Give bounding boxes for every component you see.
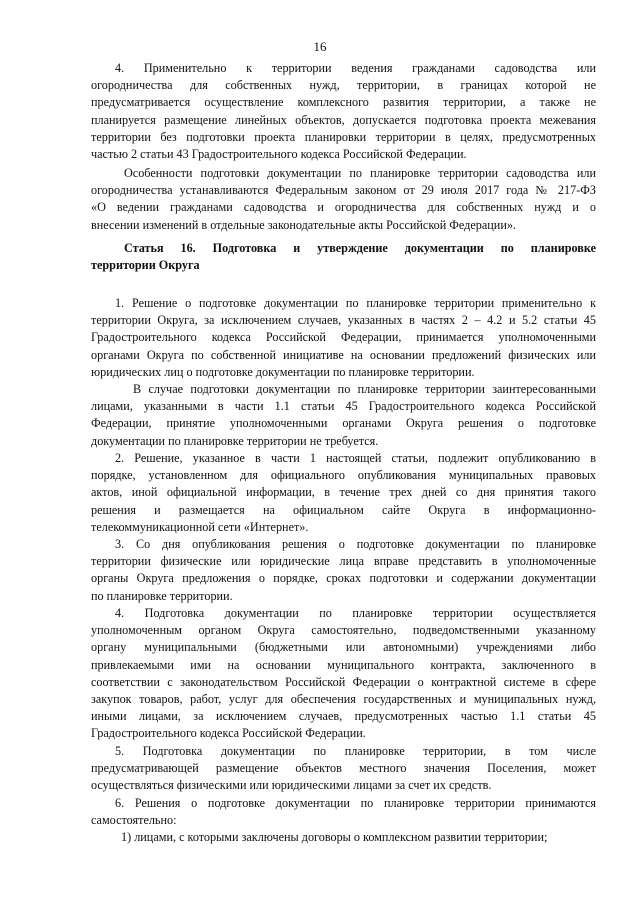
- text-line: 3. Со дня опубликования решения о подготовке документации по планировке: [115, 537, 596, 551]
- text-line: территории Округа, за исключением случаев, указанных в частях 2 – 4.2 и 5.2 статьи 45: [91, 313, 596, 328]
- text-line: внесении изменений в отдельные законодательные акты Российской Федерации».: [91, 217, 516, 232]
- text-line: документации по планировке территории не требуется.: [91, 433, 379, 448]
- text-line: лицами, указанными в части 1.1 статьи 45 Градостроительного кодекса Российской: [91, 399, 596, 414]
- text-line: привлекаемыми ими на основании муниципального контракта, заключенного в: [91, 657, 596, 672]
- text-line: уполномоченным органом Округа самостоятельно, подведомственными указанному: [91, 623, 596, 638]
- text-line: В случае подготовки документации по планировке территории заинтересованными: [133, 382, 596, 396]
- text-line: Особенности подготовки документации по планировке территории садоводства или: [124, 166, 596, 180]
- text-line: 4. Подготовка документации по планировке территории осуществляется: [115, 606, 596, 620]
- paragraph: [91, 795, 596, 847]
- text-line: органы Округа предложения о порядке, сроках подготовки и содержании документации: [91, 571, 596, 586]
- text-line: предусматривающей размещение объектов местного значения Поселения, может: [91, 761, 596, 776]
- text-line: территории физические или юридические лица вправе представить в уполномоченные: [91, 554, 596, 569]
- text-line: предусматривается осуществление комплексного развития территории, а также не: [91, 95, 596, 110]
- text-line: органу муниципальными (бюджетными или автономными) учреждениями либо: [91, 640, 596, 655]
- text-line: решения и размещается на официальном сайте Округа в информационно-: [91, 502, 596, 517]
- paragraph: [91, 743, 596, 795]
- paragraph: [91, 295, 596, 381]
- text-line: территории Округа: [91, 258, 200, 273]
- text-line: самостоятельно:: [91, 813, 177, 828]
- text-line: осуществляться физическими или юридическими лицами за счет их средств.: [91, 778, 492, 793]
- text-line: по планировке территории.: [91, 588, 233, 603]
- text-line: актов, иной официальной информации, в течение трех дней со дня принятия такого: [91, 485, 596, 500]
- text-line: 1) лицами, с которыми заключены договоры о комплексном развитии территории;: [121, 830, 548, 845]
- text-line: «О ведении гражданами садоводства и огородничества для собственных нужд и о: [91, 200, 596, 215]
- text-line: порядке, установленном для официального опубликования муниципальных правовых: [91, 468, 596, 483]
- text-line: юридических лиц о подготовке документации по планировке территории.: [91, 364, 475, 379]
- text-line: 5. Подготовка документации по планировке территории, в том числе: [115, 744, 596, 758]
- paragraph: [91, 165, 596, 234]
- text-line: Градостроительного кодекса Российской Федерации, принимается уполномоченными: [91, 330, 596, 345]
- text-line: 6. Решения о подготовке документации по планировке территории принимаются: [115, 796, 596, 810]
- text-line: телекоммуникационной сети «Интернет».: [91, 519, 309, 534]
- paragraph: [91, 605, 596, 743]
- text-line: Статья 16. Подготовка и утверждение документации по планировке: [124, 241, 596, 255]
- text-line: огородничества для собственных нужд, территории, в границах которой не: [91, 78, 596, 93]
- text-line: огородничества устанавливаются Федеральным законом от 29 июля 2017 года № 217-ФЗ: [91, 183, 596, 198]
- text-line: органами Округа по собственной инициативе на основании предложений физических или: [91, 347, 596, 362]
- text-line: 4. Применительно к территории ведения гражданами садоводства или: [115, 61, 596, 75]
- text-line: территории без подготовки проекта планировки территории в целях, предусмотренных: [91, 129, 596, 144]
- text-line: частью 2 статьи 43 Градостроительного кодекса Российской Федерации.: [91, 146, 467, 161]
- page-number: 16: [313, 39, 327, 54]
- paragraph: [91, 536, 596, 605]
- text-line: Градостроительного кодекса Российской Федерации.: [91, 726, 366, 741]
- text-line: соответствии с законодательством Российской Федерации о контрактной системе в сфере: [91, 674, 596, 689]
- text-line: 2. Решение, указанное в части 1 настоящей статьи, подлежит опубликованию в: [115, 451, 596, 465]
- text-line: закупок товаров, работ, услуг для обеспечения государственных и муниципальных нужд,: [91, 691, 596, 706]
- text-line: 1. Решение о подготовке документации по планировке территории применительно к: [115, 296, 596, 310]
- paragraph: [91, 450, 596, 536]
- text-line: Федерации, принятие уполномоченными органами Округа решения о подготовке: [91, 416, 596, 431]
- paragraph: [91, 381, 596, 450]
- text-line: иными лицами, за исключением случаев, предусмотренных частью 1.1 статьи 45: [91, 709, 596, 724]
- paragraph: [91, 60, 596, 163]
- text-line: планируется размещение линейных объектов, допускается подготовка проекта межевания: [91, 112, 596, 127]
- section-heading: [91, 240, 596, 274]
